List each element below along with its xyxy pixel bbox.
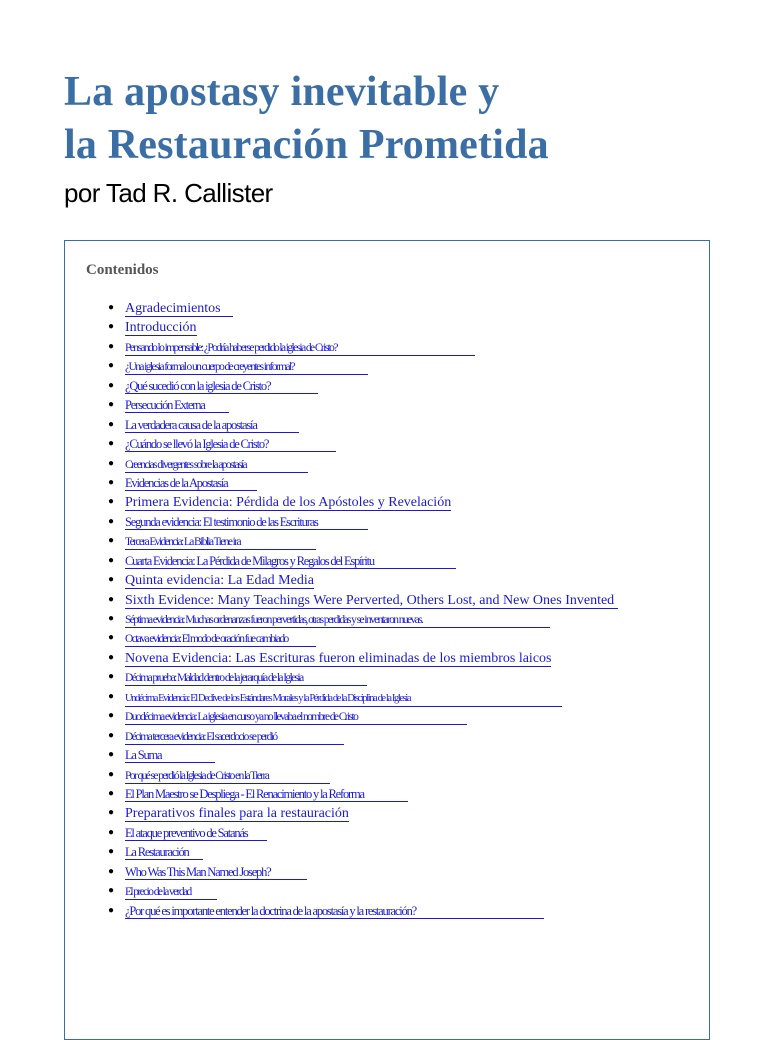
toc-item (65, 881, 709, 900)
toc-link-novena-evidencia[interactable]: Novena Evidencia: Las Escrituras fueron eliminadas de los miembros laicos (125, 650, 552, 666)
toc-link-por-que-es-importante[interactable]: ¿Por qué es importante entender la doctrina de la apostasía y la restauración? (125, 904, 544, 919)
toc-item (65, 337, 709, 356)
toc-item (65, 512, 709, 531)
bullet-icon: ● (108, 768, 115, 780)
bullet-icon: ● (108, 651, 115, 663)
bullet-icon: ● (108, 729, 115, 741)
title-line-2: la Restauración Prometida (64, 122, 549, 168)
toc-item (65, 765, 709, 784)
toc-item (65, 531, 709, 550)
toc-link-preparativos-finales[interactable]: Preparativos finales para la restauración (125, 806, 349, 822)
toc-link-cuando-se-llevo[interactable]: ¿Cuándo se llevó la Iglesia de Cristo? (125, 437, 336, 452)
bullet-icon: ● (108, 690, 115, 702)
bullet-icon: ● (108, 379, 115, 391)
bullet-icon: ● (108, 496, 115, 508)
toc-item (65, 570, 709, 589)
bullet-icon: ● (108, 360, 115, 372)
toc-item (65, 551, 709, 570)
bullet-icon: ● (108, 826, 115, 838)
toc-item (65, 842, 709, 861)
bullet-icon: ● (108, 671, 115, 683)
toc-link-evidencias-apostasia[interactable]: Evidencias de la Apostasía (125, 476, 257, 491)
table-of-contents (64, 240, 710, 1040)
toc-link-quinta-evidencia[interactable]: Quinta evidencia: La Edad Media (125, 573, 314, 589)
toc-link-duodecima-evidencia[interactable]: Duodécima evidencia: La iglesia en curso ya no llevaba el nombre de Cristo (125, 710, 467, 725)
bullet-icon: ● (108, 515, 115, 527)
toc-item (65, 376, 709, 395)
toc-item (65, 590, 709, 609)
toc-item (65, 745, 709, 764)
toc-item (65, 823, 709, 842)
bullet-icon: ● (108, 399, 115, 411)
toc-link-iglesia-formal[interactable]: ¿Una iglesia formal o un cuerpo de creyentes informal? (125, 360, 368, 375)
toc-item (65, 434, 709, 453)
bullet-icon: ● (108, 632, 115, 644)
bullet-icon: ● (108, 885, 115, 897)
bullet-icon: ● (108, 418, 115, 430)
toc-link-sixth-evidence[interactable]: Sixth Evidence: Many Teachings Were Perverted, Others Lost, and New Ones Invented (125, 594, 618, 609)
toc-item (65, 454, 709, 473)
toc-item (65, 687, 709, 706)
toc-item (65, 706, 709, 725)
toc-item (65, 784, 709, 803)
bullet-icon: ● (108, 574, 115, 586)
bullet-icon: ● (108, 749, 115, 761)
toc-link-que-sucedio[interactable]: ¿Qué sucedió con la iglesia de Cristo? (125, 379, 318, 394)
toc-link-decima-prueba[interactable]: Décima prueba: Maldad dentro de la jerarquía de la Iglesia (125, 671, 367, 686)
toc-link-octava-evidencia[interactable]: Octava evidencia: El modo de oración fue cambiado (125, 632, 316, 647)
toc-item (65, 317, 709, 336)
toc-link-who-was-this-man[interactable]: Who Was This Man Named Joseph? (125, 865, 307, 880)
toc-link-precio-de-la-verdad[interactable]: El precio de la verdad (125, 885, 217, 900)
toc-item (65, 415, 709, 434)
toc-item (65, 726, 709, 745)
bullet-icon: ● (108, 807, 115, 819)
toc-item (65, 628, 709, 647)
bullet-icon: ● (108, 787, 115, 799)
bullet-icon: ● (108, 710, 115, 722)
toc-item (65, 667, 709, 686)
toc-link-cuarta-evidencia[interactable]: Cuarta Evidencia: La Pérdida de Milagros y Regalos del Espíritu (125, 554, 456, 569)
toc-link-introduccion[interactable]: Introducción (125, 320, 197, 336)
toc-link-creencias-divergentes[interactable]: Creencias divergentes sobre la apostasía (125, 458, 308, 473)
toc-item (65, 609, 709, 628)
toc-link-plan-maestro[interactable]: El Plan Maestro se Despliega - El Renacimiento y la Reforma (125, 787, 408, 802)
toc-link-pensando-lo-impensable[interactable]: Pensando lo impensable: ¿Podría haberse perdido la iglesia de Cristo? (125, 341, 475, 356)
toc-item (65, 803, 709, 822)
bullet-icon: ● (108, 457, 115, 469)
toc-link-segunda-evidencia[interactable]: Segunda evidencia: El testimonio de las Escrituras (125, 515, 368, 530)
toc-item (65, 492, 709, 511)
bullet-icon: ● (108, 593, 115, 605)
toc-link-ataque-preventivo[interactable]: El ataque preventivo de Satanás (125, 826, 267, 841)
author-byline: por Tad R. Callister (64, 178, 273, 208)
toc-link-la-suma[interactable]: La Suma (125, 748, 215, 763)
toc-item (65, 473, 709, 492)
bullet-icon: ● (108, 904, 115, 916)
toc-item (65, 356, 709, 375)
toc-link-primera-evidencia[interactable]: Primera Evidencia: Pérdida de los Apóstoles y Revelación (125, 495, 452, 511)
bullet-icon: ● (108, 438, 115, 450)
toc-link-agradecimientos[interactable]: Agradecimientos (125, 302, 233, 317)
bullet-icon: ● (108, 554, 115, 566)
toc-link-persecucion-externa[interactable]: Persecución Externa (125, 398, 229, 413)
toc-item (65, 901, 709, 920)
toc-item (65, 862, 709, 881)
toc-link-undecima-evidencia[interactable]: Undécima Evidencia: El Declive de los Estándares Morales y la Pérdida de la Disciplina de la Iglesia (125, 692, 562, 707)
bullet-icon: ● (108, 340, 115, 352)
document-title (64, 66, 549, 172)
toc-link-tercera-evidencia[interactable]: Tercera Evidencia: La Biblia Tiene ira (125, 535, 316, 550)
toc-list (65, 298, 709, 920)
toc-link-verdadera-causa[interactable]: La verdadera causa de la apostasía (125, 418, 299, 433)
toc-item (65, 298, 709, 317)
toc-heading: Contenidos (86, 262, 159, 278)
bullet-icon: ● (108, 846, 115, 858)
bullet-icon: ● (108, 865, 115, 877)
bullet-icon: ● (108, 476, 115, 488)
toc-link-decima-tercera[interactable]: Décima tercera evidencia: El sacerdocio se perdió (125, 730, 344, 745)
toc-item (65, 395, 709, 414)
toc-item (65, 648, 709, 667)
toc-link-por-que-se-perdio[interactable]: Por qué se perdió la Iglesia de Cristo en la Tierra (125, 769, 330, 784)
toc-link-la-restauracion[interactable]: La Restauración (125, 845, 203, 860)
title-line-1: La apostasy inevitable y (64, 69, 500, 115)
toc-link-septima-evidencia[interactable]: Séptima evidencia: Muchas ordenanzas fueron pervertidas, otras perdidas y se inventaron nuevas. (125, 613, 550, 628)
bullet-icon: ● (108, 321, 115, 333)
bullet-icon: ● (108, 613, 115, 624)
bullet-icon: ● (108, 302, 115, 313)
bullet-icon: ● (108, 535, 115, 547)
